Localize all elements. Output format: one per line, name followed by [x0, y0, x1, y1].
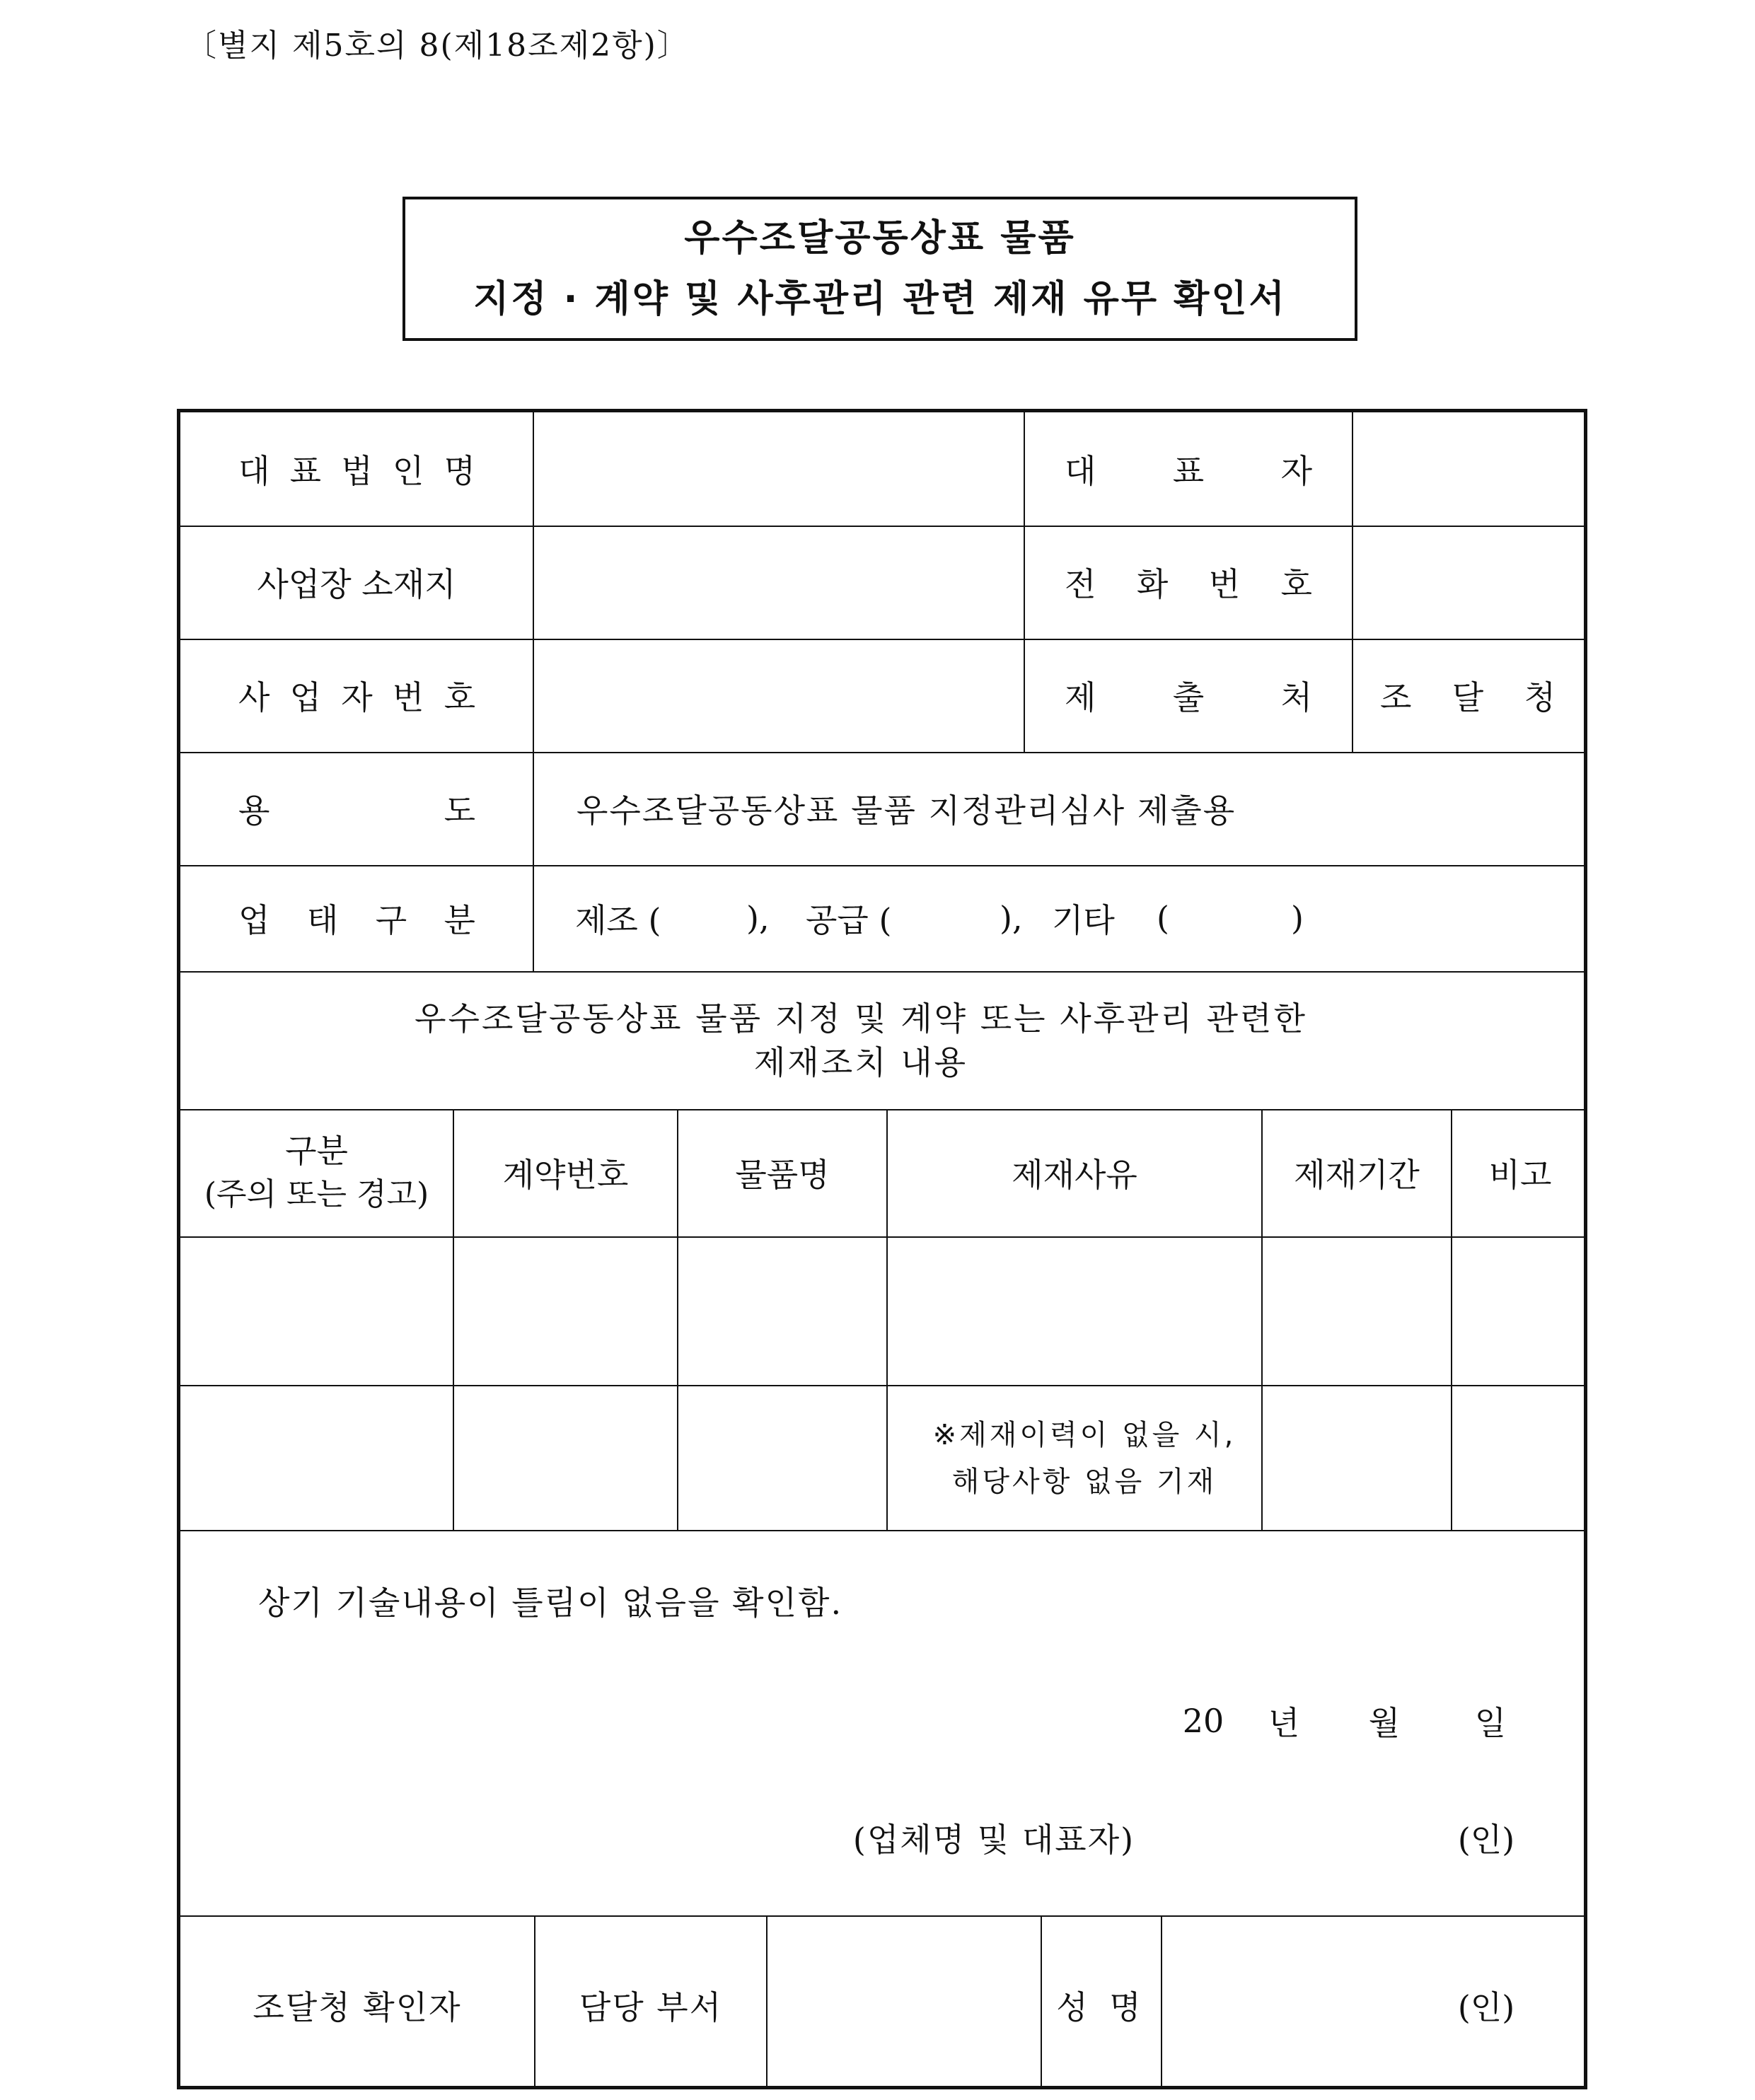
document-title-box [402, 197, 1357, 341]
header-period: 제재기간 [1294, 1156, 1420, 1194]
sanction-section-heading: 우수조달공동상표 물품 지정 및 계약 또는 사후관리 관련한 제재조치 내용 [415, 999, 1307, 1081]
confirmation-statement: 상기 기술내용이 틀림이 없음을 확인함. [258, 1584, 843, 1622]
date-year-unit: 년 [1268, 1704, 1300, 1742]
purpose-label: 용 도 [238, 791, 475, 830]
representative-label: 대 표 자 [1065, 452, 1312, 490]
option-manufacture[interactable]: 제조 ( [575, 901, 661, 939]
title-line-1: 우수조달공동상표 물품 [684, 217, 1076, 260]
dept-label: 담당 부서 [579, 1988, 723, 2026]
header-category: 구분 (주의 또는 경고) [204, 1132, 429, 1212]
option-other[interactable]: 기타 [1052, 901, 1115, 939]
header-contract-number: 계약번호 [502, 1156, 629, 1194]
representative-field[interactable] [1353, 412, 1587, 526]
form-table [177, 409, 1587, 2089]
row2-item-name[interactable] [678, 1386, 886, 1530]
option-supply[interactable]: 공급 ( [806, 901, 892, 939]
col-divider [1024, 412, 1025, 752]
row2-category[interactable] [180, 1386, 453, 1530]
no-sanction-note: ※제재이력이 없을 시, 해당사항 없음 기재 [932, 1418, 1236, 1498]
row2-period[interactable] [1263, 1386, 1451, 1530]
row1-category[interactable] [180, 1238, 453, 1385]
row1-contract-number[interactable] [454, 1238, 677, 1385]
signer-label: (업체명 및 대표자) [852, 1821, 1135, 1859]
business-site-field[interactable] [534, 526, 1024, 639]
row2-contract-number[interactable] [454, 1386, 677, 1530]
business-number-field[interactable] [534, 639, 1024, 752]
pps-confirmer-label: 조달청 확인자 [253, 1988, 462, 2026]
title-line-2: 지정 · 계약 및 사후관리 관련 제재 유무 확인서 [473, 278, 1287, 320]
business-number-label: 사 업 자 번 호 [238, 678, 475, 717]
phone-label: 전 화 번 호 [1065, 565, 1312, 603]
date-day-unit: 일 [1474, 1704, 1507, 1742]
header-reason: 제재사유 [1012, 1156, 1137, 1194]
submit-to-value: 조 달 청 [1380, 678, 1556, 717]
business-type-label: 업 태 구 분 [238, 901, 475, 939]
business-site-label: 사업장 소재지 [257, 565, 456, 603]
purpose-value: 우수조달공동상표 물품 지정관리심사 제출용 [577, 791, 1236, 830]
date-year: 20 [1182, 1702, 1224, 1740]
header-item-name: 물품명 [735, 1156, 830, 1194]
rep-corp-label: 대 표 법 인 명 [238, 452, 475, 490]
phone-field[interactable] [1353, 526, 1587, 639]
row1-reason[interactable] [888, 1238, 1261, 1385]
date-month-unit: 월 [1368, 1704, 1401, 1742]
header-remarks: 비고 [1488, 1156, 1552, 1194]
row2-remarks[interactable] [1452, 1386, 1587, 1530]
rep-corp-field[interactable] [534, 412, 1024, 526]
row1-period[interactable] [1263, 1238, 1451, 1385]
row1-item-name[interactable] [678, 1238, 886, 1385]
signer-seal: (인) [1457, 1821, 1515, 1859]
name-field[interactable] [1162, 1917, 1431, 2089]
confirmer-seal: (인) [1457, 1988, 1515, 2026]
dept-field[interactable] [768, 1917, 1041, 2089]
form-reference: 〔별지 제5호의 8(제18조제2항)〕 [185, 28, 690, 64]
row1-remarks[interactable] [1452, 1238, 1587, 1385]
name-label: 성 명 [1056, 1988, 1147, 2026]
submit-to-label: 제 출 처 [1065, 678, 1312, 717]
business-type-options: 제조 ( ), 공급 ( ), 기타 ( ) [534, 865, 1587, 971]
row-divider [180, 1530, 1587, 1531]
